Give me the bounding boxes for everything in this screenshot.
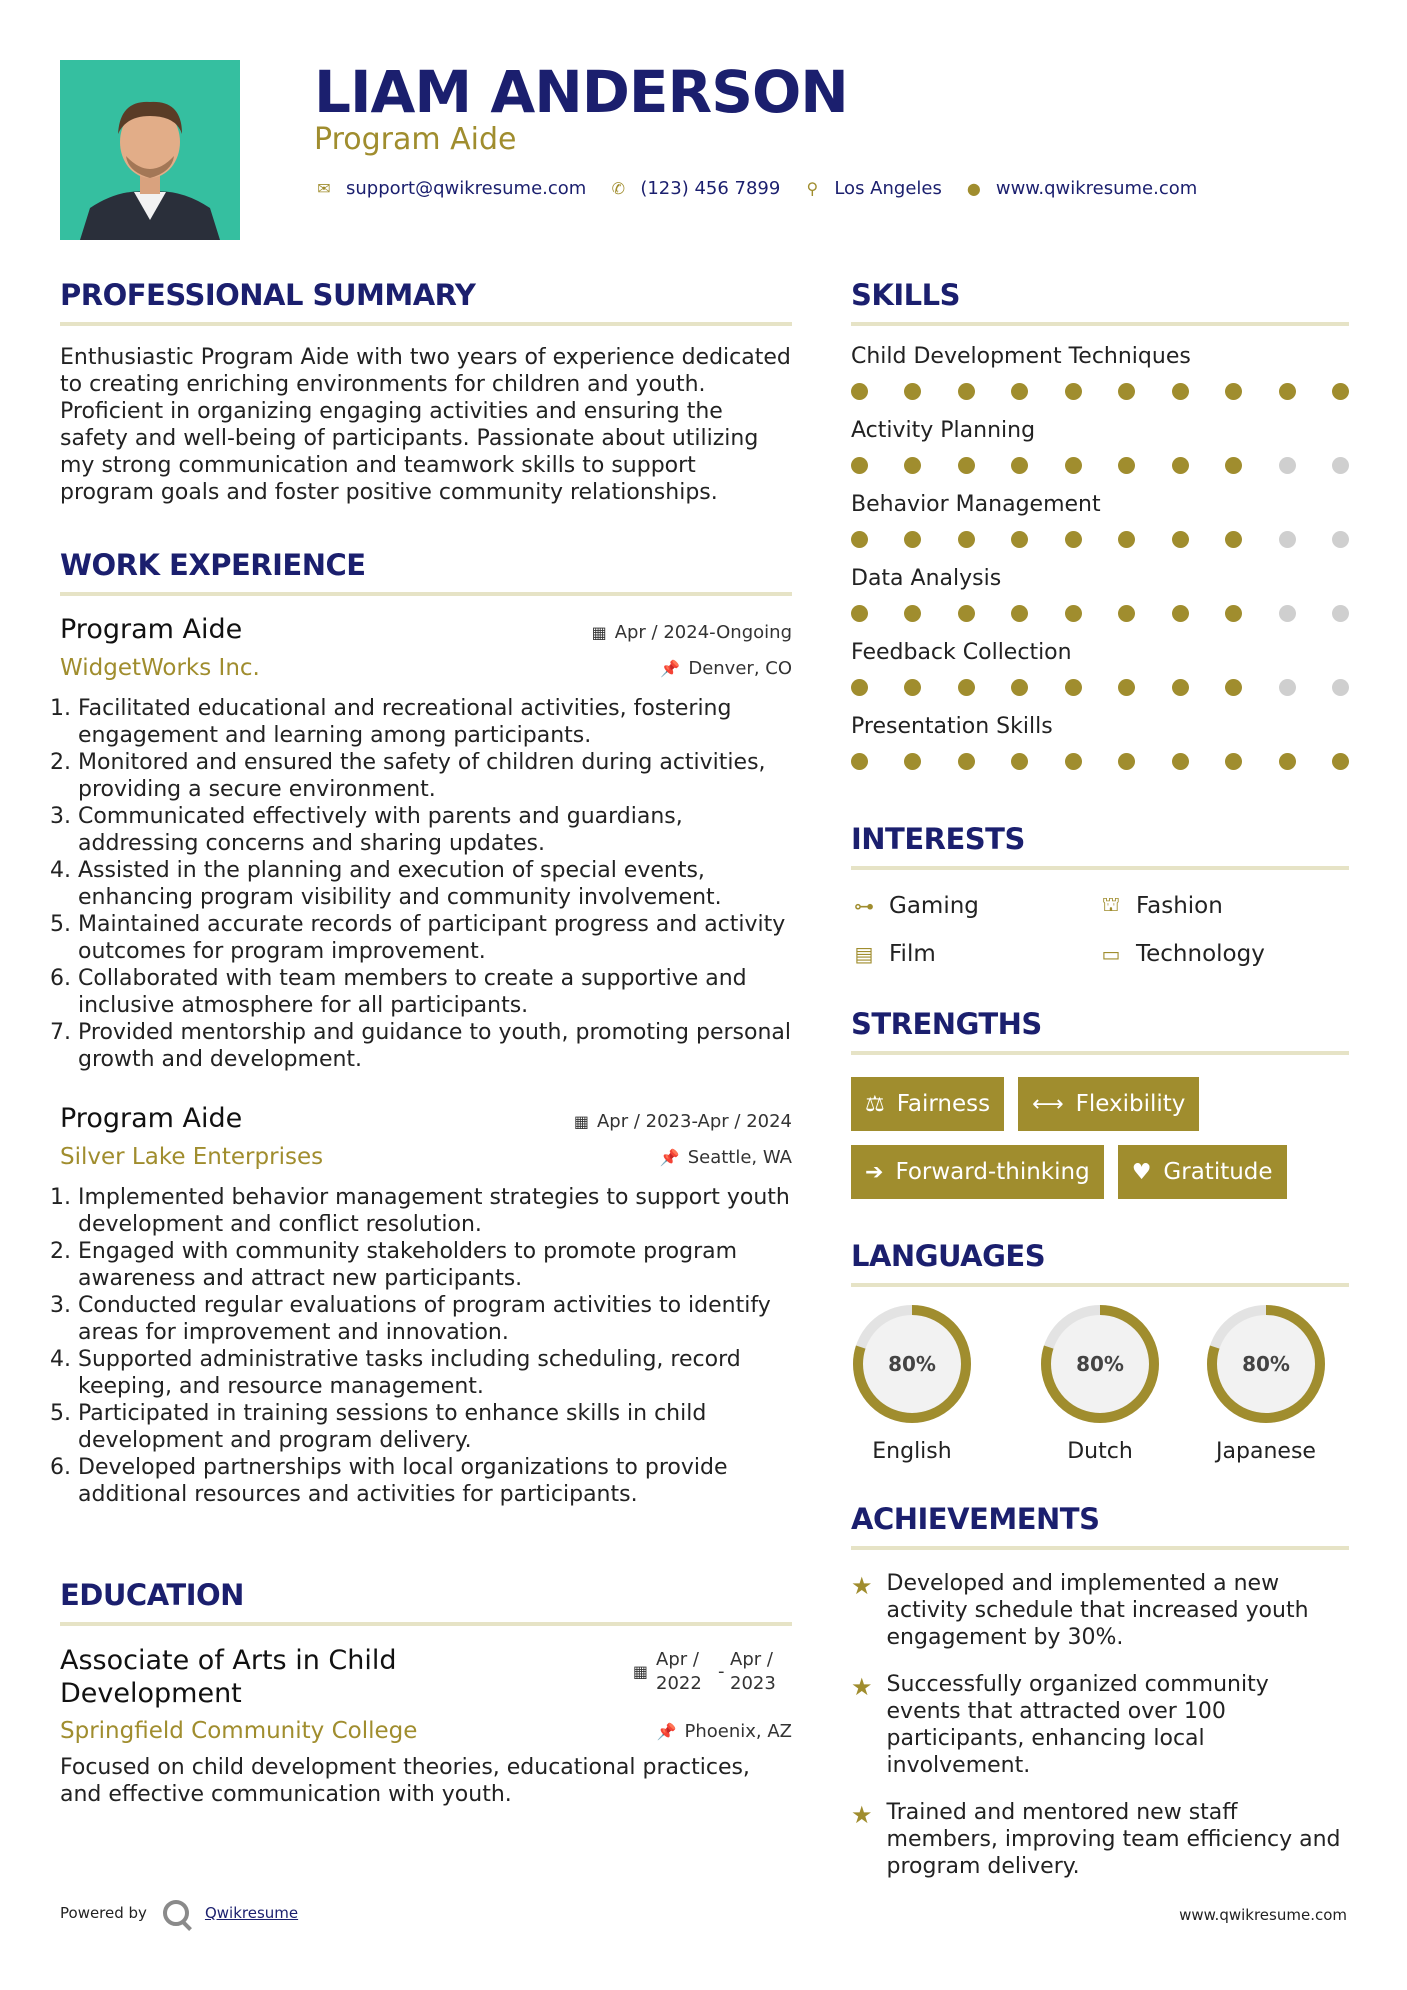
list-item: 1. Facilitated educational and recreational activities, fostering engagement and learning among participants. xyxy=(78,695,792,749)
right-column xyxy=(851,278,1349,1880)
list-item: 5. Participated in training sessions to enhance skills in child development and program delivery. xyxy=(78,1400,792,1454)
job-location-text: Denver, CO xyxy=(688,657,792,679)
rating-dot-filled xyxy=(1118,383,1135,400)
skill-item xyxy=(851,418,1349,474)
rating-dot-filled xyxy=(904,457,921,474)
arrow-right-icon: ➔ xyxy=(865,1159,884,1185)
rating-dot-filled xyxy=(1065,383,1082,400)
achievement-text: Successfully organized community events that attracted over 100 participants, enhancing local involvement. xyxy=(886,1672,1269,1778)
skills-section xyxy=(851,278,1349,770)
skill-item xyxy=(851,640,1349,696)
education-end: Apr / 2023 xyxy=(730,1649,776,1694)
pushpin-icon: 📌 xyxy=(656,1721,677,1741)
section-heading: ACHIEVEMENTS xyxy=(851,1502,1100,1536)
summary-text: Enthusiastic Program Aide with two years of experience dedicated to creating enriching environments for children and youth. Proficient in organizing engaging activities and ensuring the safety and well-being of participants. Passionate about utilizing my strong communication and teamwork skills to support program goals and foster positive community relationships. xyxy=(60,345,791,505)
rating-dot-filled xyxy=(1279,383,1296,400)
rating-dot-filled xyxy=(1225,383,1242,400)
email-text: support@qwikresume.com xyxy=(346,178,587,199)
language-item xyxy=(1183,1303,1349,1464)
star-award-icon: ★ xyxy=(851,1572,873,1600)
section-heading: STRENGTHS xyxy=(851,1007,1042,1041)
interest-item xyxy=(1098,941,1345,967)
rating-dot-filled xyxy=(1225,531,1242,548)
achievement-text: Trained and mentored new staff members, improving team efficiency and program delivery. xyxy=(886,1800,1341,1879)
skill-name: Feedback Collection xyxy=(851,640,1072,665)
rating-dot-filled xyxy=(1011,531,1028,548)
education-start: Apr / 2022 xyxy=(656,1649,702,1694)
section-divider xyxy=(60,322,792,326)
strength-tag xyxy=(851,1077,1004,1131)
language-percent: 80% xyxy=(1076,1352,1124,1376)
strength-label: Forward-thinking xyxy=(895,1159,1090,1185)
strengths-section xyxy=(851,1007,1349,1199)
contact-bar xyxy=(314,178,1219,199)
achievement-text: Developed and implemented a new activity schedule that increased youth engagement by 30%. xyxy=(886,1571,1309,1650)
rating-dot-filled xyxy=(1225,457,1242,474)
heart-icon: ♥ xyxy=(1131,1159,1152,1185)
education-description: Focused on child development theories, educational practices, and effective communication with youth. xyxy=(60,1755,750,1807)
company-name: WidgetWorks Inc. xyxy=(60,655,260,681)
rating-dot-filled xyxy=(1172,383,1189,400)
star-award-icon: ★ xyxy=(851,1801,873,1829)
skill-item xyxy=(851,344,1349,400)
phone-icon: ✆ xyxy=(611,179,626,198)
rating-dot-filled xyxy=(1011,457,1028,474)
rating-dot-filled xyxy=(1172,605,1189,622)
language-proficiency-ring xyxy=(851,1303,973,1425)
rating-dot-filled xyxy=(851,753,868,770)
rating-dot-filled xyxy=(904,753,921,770)
film-icon: ▤ xyxy=(854,942,874,966)
interest-label: Technology xyxy=(1136,941,1265,967)
rating-dot-filled xyxy=(1118,679,1135,696)
section-heading: WORK EXPERIENCE xyxy=(60,548,366,582)
strength-label: Gratitude xyxy=(1163,1159,1273,1185)
rating-dot-filled xyxy=(904,383,921,400)
date-separator: - xyxy=(718,1661,725,1682)
rating-dot-filled xyxy=(851,605,868,622)
education-location-text: Phoenix, AZ xyxy=(684,1720,792,1742)
qwikresume-logo-icon xyxy=(163,1900,189,1926)
rating-dot-filled xyxy=(958,383,975,400)
section-heading: PROFESSIONAL SUMMARY xyxy=(60,278,476,312)
rating-dot-filled xyxy=(958,457,975,474)
rating-dot-filled xyxy=(958,753,975,770)
website-text: www.qwikresume.com xyxy=(995,178,1198,199)
language-name: Dutch xyxy=(1067,1439,1133,1464)
section-divider xyxy=(60,1622,792,1626)
language-proficiency-ring xyxy=(1205,1303,1327,1425)
interests-section xyxy=(851,822,1349,967)
rating-dot-filled xyxy=(1118,531,1135,548)
interest-label: Gaming xyxy=(889,892,979,919)
skill-name: Child Development Techniques xyxy=(851,344,1191,369)
job-location xyxy=(660,658,792,679)
skills-list xyxy=(851,344,1349,770)
phone-text: (123) 456 7899 xyxy=(640,178,781,199)
balance-scale-icon: ⚖ xyxy=(865,1091,885,1117)
rating-dot-empty xyxy=(1332,679,1349,696)
job-location-text: Seattle, WA xyxy=(687,1146,792,1168)
rating-dot-empty xyxy=(1279,457,1296,474)
rating-dot-filled xyxy=(1172,457,1189,474)
section-divider xyxy=(851,866,1349,870)
strengths-list xyxy=(851,1077,1349,1199)
job-entry xyxy=(60,1103,792,1508)
section-divider xyxy=(851,1051,1349,1055)
calendar-icon: ▦ xyxy=(632,1662,648,1681)
language-proficiency-ring xyxy=(1039,1303,1161,1425)
language-item xyxy=(851,1303,1017,1464)
language-name: Japanese xyxy=(1216,1439,1316,1464)
interest-item xyxy=(851,941,1098,967)
company-name: Silver Lake Enterprises xyxy=(60,1144,324,1170)
list-item: 6. Collaborated with team members to create a supportive and inclusive atmosphere for all participants. xyxy=(78,965,792,1019)
interest-item xyxy=(851,892,1098,919)
strength-tag xyxy=(1118,1145,1287,1199)
skill-rating xyxy=(851,679,1349,696)
rating-dot-filled xyxy=(958,605,975,622)
degree-title: Associate of Arts in Child Development xyxy=(60,1645,397,1709)
language-percent: 80% xyxy=(888,1352,936,1376)
languages-section xyxy=(851,1239,1349,1464)
candidate-name: LIAM ANDERSON xyxy=(314,58,848,126)
education-dates xyxy=(633,1648,792,1696)
rating-dot-empty xyxy=(1279,679,1296,696)
rating-dot-filled xyxy=(1065,753,1082,770)
shopping-bag-icon: ⛫ xyxy=(1101,892,1121,916)
school-name: Springfield Community College xyxy=(60,1718,418,1744)
language-percent: 80% xyxy=(1242,1352,1290,1376)
job-dates-text: Apr / 2023-Apr / 2024 xyxy=(596,1111,792,1132)
contact-phone[interactable] xyxy=(608,178,780,199)
rating-dot-empty xyxy=(1332,531,1349,548)
rating-dot-filled xyxy=(904,531,921,548)
job-dates-text: Apr / 2024-Ongoing xyxy=(614,622,792,643)
list-item: 3. Communicated effectively with parents and guardians, addressing concerns and sharing updates. xyxy=(78,803,792,857)
profile-photo xyxy=(60,60,240,240)
rating-dot-filled xyxy=(904,679,921,696)
interest-label: Film xyxy=(889,941,936,967)
laptop-icon: ▭ xyxy=(1101,942,1121,966)
rating-dot-filled xyxy=(1065,531,1082,548)
rating-dot-filled xyxy=(1011,679,1028,696)
calendar-icon: ▦ xyxy=(573,1112,589,1131)
strength-tag xyxy=(1018,1077,1199,1131)
skill-name: Presentation Skills xyxy=(851,714,1053,739)
strength-label: Fairness xyxy=(896,1091,991,1117)
job-title: Program Aide xyxy=(60,1103,243,1134)
section-heading: INTERESTS xyxy=(851,822,1025,856)
job-title: Program Aide xyxy=(60,614,243,645)
rating-dot-empty xyxy=(1332,605,1349,622)
left-column xyxy=(60,278,792,1808)
section-heading: LANGUAGES xyxy=(851,1239,1046,1273)
footer-site[interactable]: www.qwikresume.com xyxy=(1179,1906,1347,1924)
envelope-icon: ✉ xyxy=(317,179,331,198)
skill-item xyxy=(851,492,1349,548)
list-item: 4. Supported administrative tasks including scheduling, record keeping, and resource management. xyxy=(78,1346,792,1400)
list-item: 4. Assisted in the planning and execution of special events, enhancing program visibility and community involvement. xyxy=(78,857,792,911)
skill-name: Behavior Management xyxy=(851,492,1101,517)
rating-dot-filled xyxy=(904,605,921,622)
achievements-section xyxy=(851,1502,1349,1880)
arrows-horizontal-icon: ⟷ xyxy=(1032,1091,1064,1117)
rating-dot-filled xyxy=(1172,531,1189,548)
pushpin-icon: 📌 xyxy=(659,1147,680,1167)
education-section xyxy=(60,1578,792,1808)
interest-label: Fashion xyxy=(1136,892,1223,919)
rating-dot-filled xyxy=(1225,753,1242,770)
rating-dot-filled xyxy=(1011,753,1028,770)
job-dates xyxy=(592,622,792,643)
work-experience-section xyxy=(60,548,792,1508)
skill-rating xyxy=(851,605,1349,622)
contact-website[interactable] xyxy=(964,178,1197,199)
job-entry xyxy=(60,614,792,1073)
rating-dot-empty xyxy=(1279,605,1296,622)
section-divider xyxy=(851,1283,1349,1287)
location-text: Los Angeles xyxy=(834,178,942,199)
contact-email[interactable] xyxy=(314,178,586,199)
map-marker-icon: ⚲ xyxy=(806,179,819,198)
rating-dot-filled xyxy=(1011,605,1028,622)
professional-summary-section xyxy=(60,278,792,506)
candidate-title: Program Aide xyxy=(314,122,517,157)
rating-dot-filled xyxy=(1172,679,1189,696)
list-item: 2. Monitored and ensured the safety of children during activities, providing a secure environment. xyxy=(78,749,792,803)
education-location xyxy=(657,1721,792,1742)
achievement-item xyxy=(851,1799,1349,1880)
pushpin-icon: 📌 xyxy=(660,658,681,678)
achievement-item xyxy=(851,1570,1349,1651)
section-divider xyxy=(851,322,1349,326)
rating-dot-filled xyxy=(851,679,868,696)
powered-by-text: Powered by xyxy=(60,1904,147,1922)
language-name: English xyxy=(872,1439,952,1464)
job-location xyxy=(660,1147,792,1168)
rating-dot-filled xyxy=(1332,383,1349,400)
section-divider xyxy=(851,1546,1349,1550)
section-heading: EDUCATION xyxy=(60,1578,244,1612)
skill-name: Data Analysis xyxy=(851,566,1002,591)
calendar-icon: ▦ xyxy=(591,623,607,642)
rating-dot-filled xyxy=(1118,457,1135,474)
skill-rating xyxy=(851,531,1349,548)
gamepad-icon: ⊶ xyxy=(854,893,874,918)
rating-dot-filled xyxy=(851,383,868,400)
rating-dot-filled xyxy=(1118,605,1135,622)
list-item: 5. Maintained accurate records of participant progress and activity outcomes for program improvement. xyxy=(78,911,792,965)
list-item: 6. Developed partnerships with local organizations to provide additional resources and activities for participants. xyxy=(78,1454,792,1508)
rating-dot-filled xyxy=(1225,605,1242,622)
interest-item xyxy=(1098,892,1345,919)
achievement-item xyxy=(851,1671,1349,1779)
skill-name: Activity Planning xyxy=(851,418,1036,443)
rating-dot-filled xyxy=(1279,753,1296,770)
job-bullets xyxy=(60,1184,792,1508)
list-item: 7. Provided mentorship and guidance to youth, promoting personal growth and development. xyxy=(78,1019,792,1073)
list-item: 3. Conducted regular evaluations of program activities to identify areas for improvement and innovation. xyxy=(78,1292,792,1346)
language-item xyxy=(1017,1303,1183,1464)
rating-dot-filled xyxy=(1225,679,1242,696)
footer-powered-by xyxy=(60,1900,298,1926)
rating-dot-filled xyxy=(851,457,868,474)
rating-dot-filled xyxy=(1172,753,1189,770)
section-divider xyxy=(60,592,792,596)
contact-location xyxy=(802,178,942,199)
rating-dot-filled xyxy=(1332,753,1349,770)
skill-rating xyxy=(851,457,1349,474)
rating-dot-filled xyxy=(1011,383,1028,400)
skill-item xyxy=(851,566,1349,622)
rating-dot-empty xyxy=(1332,457,1349,474)
section-heading: SKILLS xyxy=(851,278,960,312)
rating-dot-filled xyxy=(958,531,975,548)
strength-label: Flexibility xyxy=(1075,1091,1186,1117)
rating-dot-filled xyxy=(1065,605,1082,622)
list-item: 1. Implemented behavior management strategies to support youth development and conflict resolution. xyxy=(78,1184,792,1238)
rating-dot-filled xyxy=(1065,457,1082,474)
skill-item xyxy=(851,714,1349,770)
rating-dot-filled xyxy=(1065,679,1082,696)
brand-link[interactable]: Qwikresume xyxy=(204,1904,299,1922)
rating-dot-empty xyxy=(1279,531,1296,548)
list-item: 2. Engaged with community stakeholders to promote program awareness and attract new participants. xyxy=(78,1238,792,1292)
job-dates xyxy=(574,1111,792,1132)
languages-list xyxy=(851,1303,1349,1464)
skill-rating xyxy=(851,383,1349,400)
job-bullets xyxy=(60,695,792,1073)
star-award-icon: ★ xyxy=(851,1673,873,1701)
globe-icon: ● xyxy=(966,179,981,198)
rating-dot-filled xyxy=(1118,753,1135,770)
strength-tag xyxy=(851,1145,1104,1199)
rating-dot-filled xyxy=(851,531,868,548)
skill-rating xyxy=(851,753,1349,770)
rating-dot-filled xyxy=(958,679,975,696)
interests-list xyxy=(851,892,1349,967)
